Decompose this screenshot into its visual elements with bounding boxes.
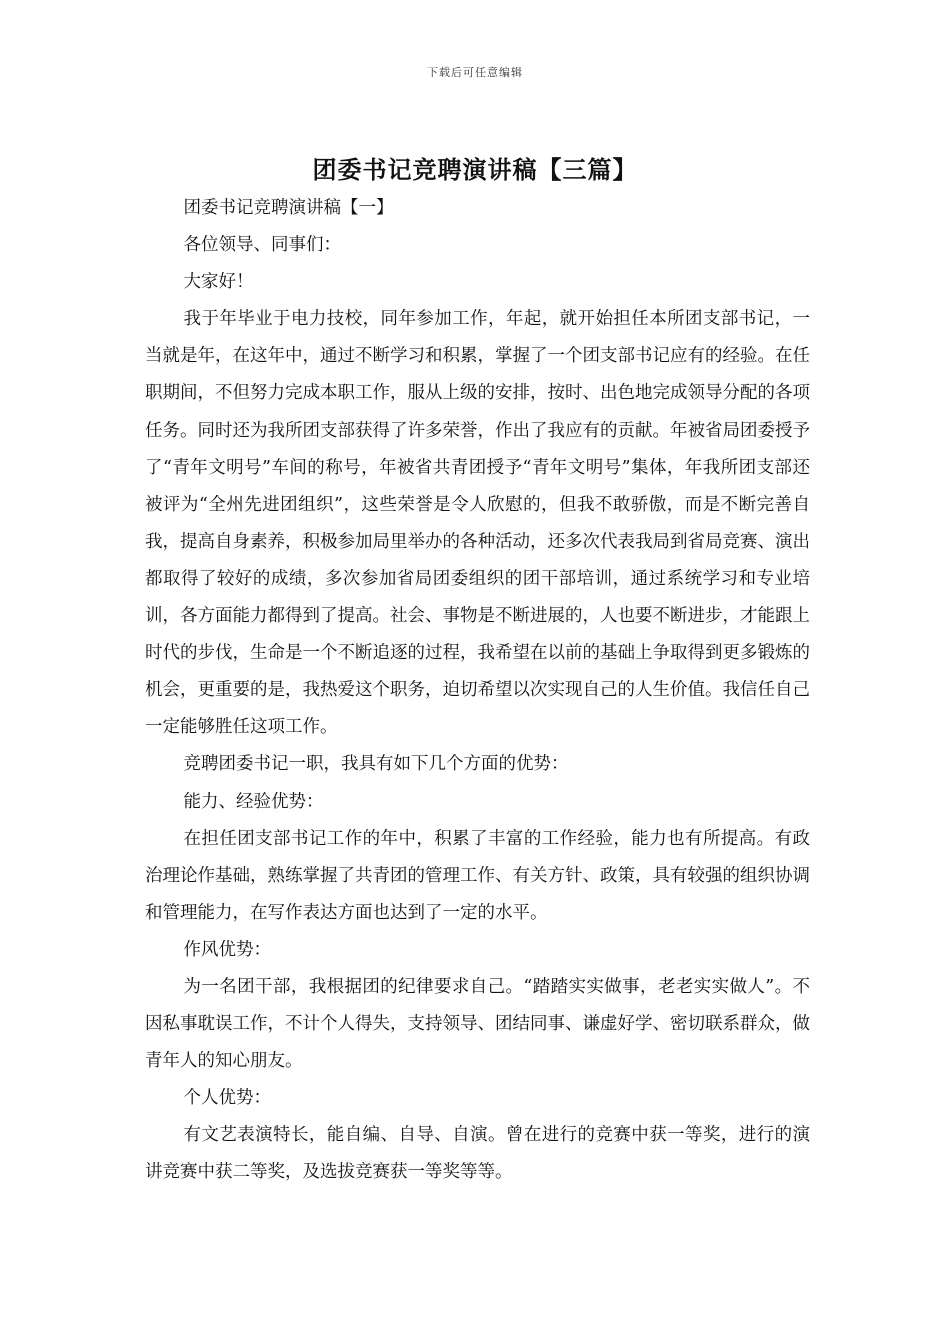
salutation-paragraph: 各位领导、同事们：	[183, 235, 341, 256]
document-body	[145, 190, 810, 1192]
section-heading: 作风优势：	[183, 939, 271, 960]
body-paragraph: 我于年毕业于电力技校，同年参加工作，年起，就开始担任本所团支部书记，一当就是年，在这年中，通过不断学习和积累，掌握了一个团支部书记应有的经验。在任职期间，不但努力完成本职工作，服从上级的安排，按时、出色地完成领导分配的各项任务。同时还为我所团支部获得了许多荣誉，作出了我应有的贡献。年被省局团委授予了“青年文明号”车间的称号，年被省共青团授予“青年文明号”集体，年我所团支部还被评为“全州先进团组织”，这些荣誉是令人欣慰的，但我不敢骄傲，而是不断完善自我，提高自身素养，积极参加局里举办的各种活动，还多次代表我局到省局竞赛、演出都取得了较好的成绩，多次参加省局团委组织的团干部培训，通过系统学习和专业培训，各方面能力都得到了提高。社会、事物是不断进展的，人也要不断进步，才能跟上时代的步伐，生命是一个不断追逐的过程，我希望在以前的基础上争取得到更多锻炼的机会，更重要的是，我热爱这个职务，迫切希望以次实现自己的人生价值。我信任自己一定能够胜任这项工作。	[145, 309, 810, 738]
body-paragraph: 竞聘团委书记一职，我具有如下几个方面的优势：	[183, 754, 569, 775]
body-paragraph: 为一名团干部，我根据团的纪律要求自己。“踏踏实实做事，老老实实做人”。不因私事耽误工作，不计个人得失，支持领导、团结同事、谦虚好学、密切联系群众，做青年人的知心朋友。	[145, 976, 810, 1072]
body-paragraph: 有文艺表演特长，能自编、自导、自演。曾在进行的竞赛中获一等奖，进行的演讲竞赛中获二等奖，及选拔竞赛获一等奖等等。	[145, 1125, 810, 1183]
document-title: 团委书记竞聘演讲稿【三篇】	[312, 155, 638, 184]
section-heading: 能力、经验优势：	[183, 791, 324, 812]
section-heading: 个人优势：	[183, 1088, 271, 1109]
header-note: 下载后可任意编辑	[427, 66, 523, 79]
greeting-paragraph: 大家好！	[183, 272, 254, 293]
body-paragraph: 在担任团支部书记工作的年中，积累了丰富的工作经验，能力也有所提高。有政治理论作基础，熟练掌握了共青团的管理工作、有关方针、政策，具有较强的组织协调和管理能力，在写作表达方面也达到了一定的水平。	[145, 828, 810, 923]
subtitle-paragraph: 团委书记竞聘演讲稿【一】	[183, 198, 394, 218]
